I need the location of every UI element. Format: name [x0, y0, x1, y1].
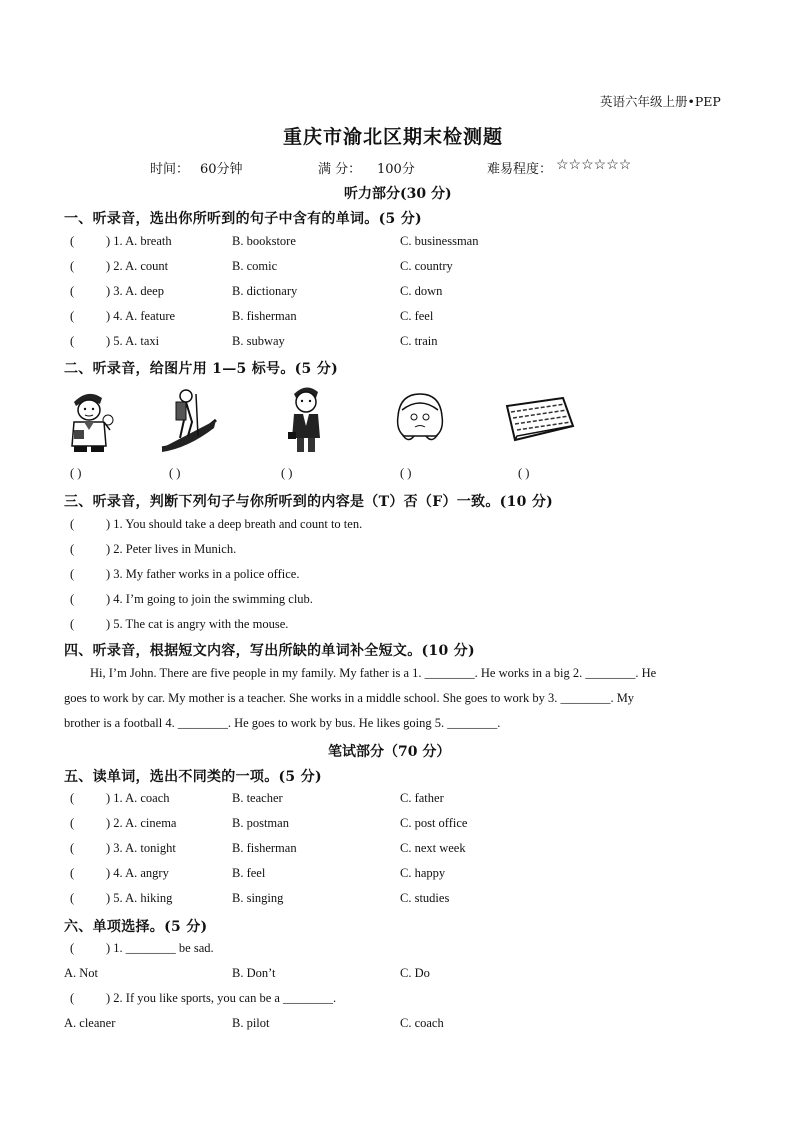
page-title: 重庆市渝北区期末检测题 — [283, 126, 504, 148]
section5-option-a[interactable]: ) 3. A. tonight — [106, 841, 176, 855]
picture-answer-4[interactable]: ( ) — [400, 466, 412, 480]
section3-row-bracket: ( — [70, 542, 75, 556]
section5-row-bracket: ( — [70, 841, 75, 855]
section1-option-a[interactable]: ) 1. A. breath — [106, 234, 172, 248]
q1-stem: ) 1. ________ be sad. — [106, 941, 214, 955]
difficulty-stars: ☆☆☆☆☆☆ — [556, 157, 632, 173]
time-value: 60分钟 — [200, 162, 243, 177]
q1-option-a[interactable]: A. Not — [64, 966, 99, 980]
score-value: 100分 — [377, 162, 415, 177]
section1-row-bracket: ( — [70, 309, 75, 323]
section1-option-a[interactable]: ) 2. A. count — [106, 259, 169, 273]
passage-line-2: goes to work by car. My mother is a teacher. She works in a middle school. She goes to work by 3. ________. My — [64, 691, 635, 705]
section1-row-bracket: ( — [70, 334, 75, 348]
comic-book-icon — [505, 396, 575, 442]
section5-option-c[interactable]: C. next week — [400, 841, 466, 855]
section1-option-c[interactable]: C. country — [400, 259, 453, 273]
q2-stem: ) 2. If you like sports, you can be a ________. — [106, 991, 337, 1005]
picture-answer-1[interactable]: ( ) — [70, 466, 82, 480]
section5-option-a[interactable]: ) 4. A. angry — [106, 866, 169, 880]
section1-option-a[interactable]: ) 3. A. deep — [106, 284, 164, 298]
section4-heading: 四、听录音，根据短文内容，写出所缺的单词补全短文。(10 分) — [64, 643, 475, 659]
picture-answer-3[interactable]: ( ) — [281, 466, 293, 480]
businessman-icon — [286, 382, 326, 456]
grade-tag: 英语六年级上册•PEP — [600, 94, 721, 109]
passage-line-1: Hi, I’m John. There are five people in my family. My father is a 1. ________. He works in a big 2. ________. He — [90, 666, 657, 680]
scout-boy-icon — [60, 386, 120, 454]
section1-option-b[interactable]: B. dictionary — [232, 284, 298, 298]
q1-option-c[interactable]: C. Do — [400, 966, 430, 980]
hiker-icon — [158, 386, 220, 456]
q1-bracket: ( — [70, 941, 75, 955]
listening-header: 听力部分(30 分) — [344, 186, 452, 202]
section5-option-b[interactable]: B. postman — [232, 816, 289, 830]
picture-answer-5[interactable]: ( ) — [518, 466, 530, 480]
section3-statement: ) 4. I’m going to join the swimming club. — [106, 592, 313, 606]
section5-option-b[interactable]: B. singing — [232, 891, 284, 905]
section3-heading: 三、听录音，判断下列句子与你所听到的内容是（T）否（F）一致。(10 分) — [64, 494, 554, 510]
section2-heading: 二、听录音，给图片用 1—5 标号。(5 分) — [64, 361, 338, 377]
section5-option-c[interactable]: C. father — [400, 791, 444, 805]
section5-heading: 五、读单词，选出不同类的一项。(5 分) — [64, 769, 322, 785]
section3-row-bracket: ( — [70, 592, 75, 606]
section1-option-a[interactable]: ) 5. A. taxi — [106, 334, 160, 348]
section1-option-b[interactable]: B. fisherman — [232, 309, 297, 323]
section1-option-c[interactable]: C. feel — [400, 309, 434, 323]
section5-option-c[interactable]: C. post office — [400, 816, 468, 830]
worried-girl-icon — [392, 390, 448, 448]
section3-statement: ) 2. Peter lives in Munich. — [106, 542, 237, 556]
section5-row-bracket: ( — [70, 791, 75, 805]
section5-option-b[interactable]: B. feel — [232, 866, 266, 880]
section1-heading: 一、听录音，选出你所听到的句子中含有的单词。(5 分) — [64, 211, 422, 227]
section3-statement: ) 1. You should take a deep breath and count to ten. — [106, 517, 363, 531]
q2-bracket: ( — [70, 991, 75, 1005]
section1-row-bracket: ( — [70, 259, 75, 273]
section5-row-bracket: ( — [70, 891, 75, 905]
q2-option-a[interactable]: A. cleaner — [64, 1016, 116, 1030]
section1-row-bracket: ( — [70, 284, 75, 298]
section1-option-b[interactable]: B. bookstore — [232, 234, 296, 248]
section1-option-c[interactable]: C. businessman — [400, 234, 479, 248]
section5-option-b[interactable]: B. fisherman — [232, 841, 297, 855]
section5-option-a[interactable]: ) 1. A. coach — [106, 791, 170, 805]
q1-option-b[interactable]: B. Don’t — [232, 966, 276, 980]
section5-option-c[interactable]: C. studies — [400, 891, 450, 905]
section3-statement: ) 3. My father works in a police office. — [106, 567, 300, 581]
section5-option-a[interactable]: ) 5. A. hiking — [106, 891, 173, 905]
score-label: 满 分： — [318, 162, 362, 177]
section1-option-b[interactable]: B. comic — [232, 259, 278, 273]
q2-option-c[interactable]: C. coach — [400, 1016, 444, 1030]
section3-row-bracket: ( — [70, 617, 75, 631]
section3-row-bracket: ( — [70, 567, 75, 581]
section1-option-c[interactable]: C. down — [400, 284, 443, 298]
q2-option-b[interactable]: B. pilot — [232, 1016, 270, 1030]
section1-option-b[interactable]: B. subway — [232, 334, 285, 348]
time-label: 时间： — [150, 162, 190, 177]
section1-row-bracket: ( — [70, 234, 75, 248]
section6-heading: 六、单项选择。(5 分) — [64, 919, 208, 935]
section3-row-bracket: ( — [70, 517, 75, 531]
section3-statement: ) 5. The cat is angry with the mouse. — [106, 617, 289, 631]
section5-option-a[interactable]: ) 2. A. cinema — [106, 816, 177, 830]
difficulty-label: 难易程度： — [487, 162, 553, 177]
picture-answer-2[interactable]: ( ) — [169, 466, 181, 480]
passage-line-3: brother is a football 4. ________. He goes to work by bus. He likes going 5. ________. — [64, 716, 501, 730]
section5-option-c[interactable]: C. happy — [400, 866, 446, 880]
writing-header: 笔试部分（70 分） — [328, 744, 451, 760]
section5-row-bracket: ( — [70, 866, 75, 880]
section5-option-b[interactable]: B. teacher — [232, 791, 283, 805]
section1-option-a[interactable]: ) 4. A. feature — [106, 309, 176, 323]
section1-option-c[interactable]: C. train — [400, 334, 438, 348]
section5-row-bracket: ( — [70, 816, 75, 830]
